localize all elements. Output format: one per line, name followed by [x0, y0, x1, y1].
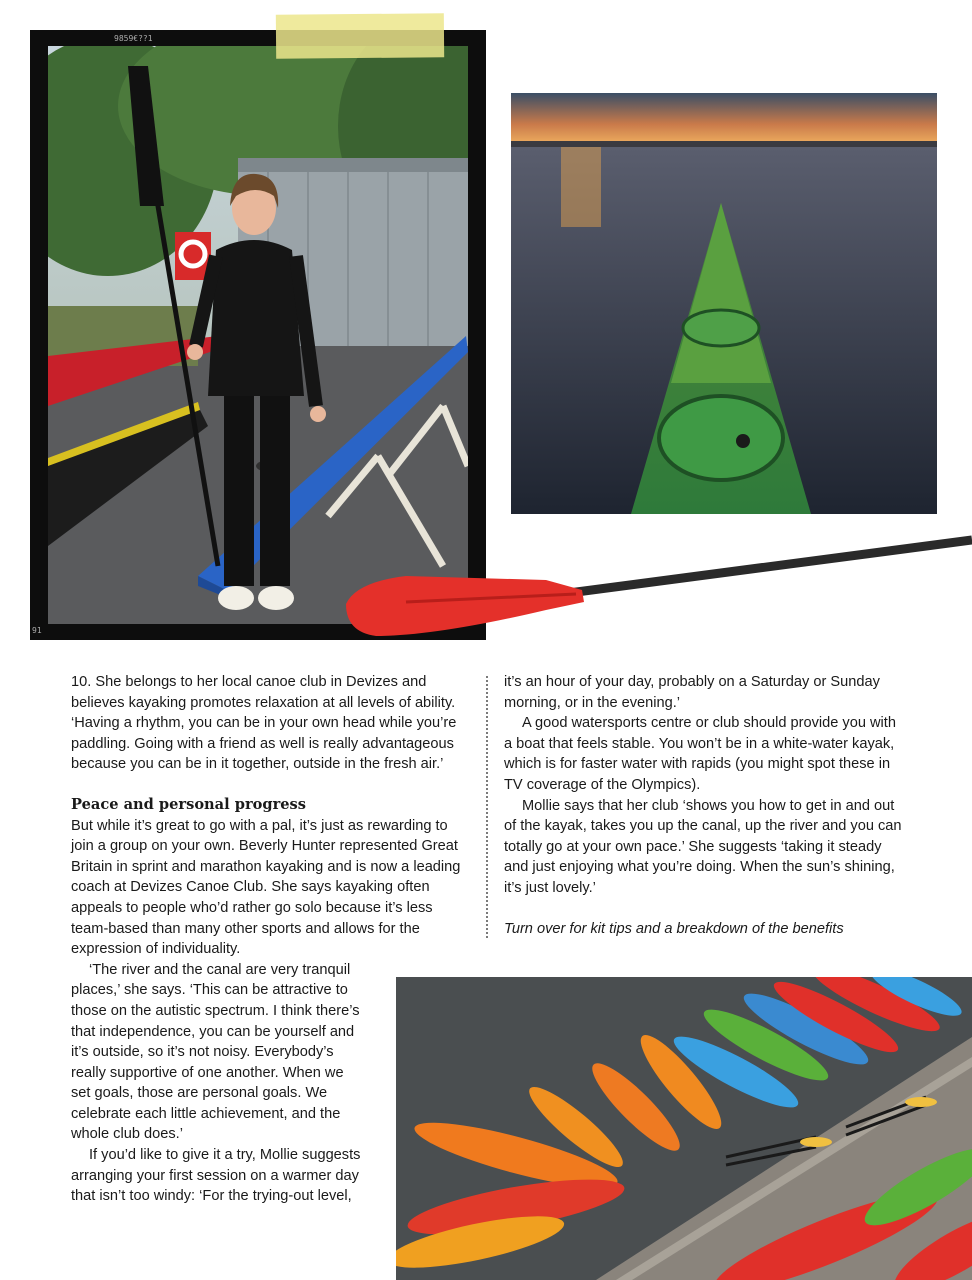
section-heading: Peace and personal progress	[71, 795, 306, 813]
paragraph: ‘The river and the canal are very tranquil places,’ she says. ‘This can be attractive to those on the autistic spectrum. I think there’s that independence, you can be yourself and it’s outside, so it’s not noisy. Everybody’s really supportive of one another. When we set goals, those are personal goals. We celebrate each little achievement, and the whole club does.’	[71, 961, 360, 1143]
red-paddle-graphic	[346, 532, 972, 644]
film-edge-text: 9859€??1	[114, 34, 153, 43]
paragraph: A good watersports centre or club should provide you with a boat that feels stable. You won’t be in a white-water kayak, which is for faster water with rapids (you might spot these in TV coverage of the Olympics).	[504, 715, 896, 793]
footer-note: Turn over for kit tips and a breakdown of the benefits	[504, 921, 844, 938]
paragraph: But while it’s great to go with a pal, it’s just as rewarding to join a group on your own. Beverly Hunter represented Great Britain in sprint and marathon kayaking and is now a leading coach at Devizes Canoe Club. She says kayaking often appeals to people who’d rather go solo because it’s less team-based than many other sports and allows for the expression of individuality.	[71, 817, 461, 958]
tape-strip	[276, 13, 444, 58]
paragraph: Mollie says that her club ‘shows you how to get in and out of the kayak, takes you up the canal, up the river and you can totally go at your own pace.’ She suggests ‘taking it steady and just enjoying what you’re doing. When the sun’s shining, it’s just lovely.’	[504, 797, 902, 896]
sunset-kayak-illustration	[511, 93, 937, 514]
column-divider	[486, 676, 488, 938]
paragraph: it’s an hour of your day, probably on a Saturday or Sunday morning, or in the evening.’	[504, 674, 880, 711]
photo-kayaks-on-dock	[396, 977, 972, 1280]
film-edge-number: 91	[32, 626, 42, 635]
paragraph: 10. She belongs to her local canoe club in Devizes and believes kayaking promotes relaxation at all levels of ability. ‘Having a rhythm, you can be in your own head while you’re paddling. Going with a friend as well is really advantageous because you can be in it together, outside in the fresh air.’	[71, 674, 457, 773]
photo-kayak-sunset	[511, 93, 937, 514]
kayaks-dock-illustration	[396, 977, 972, 1280]
article-right-column	[504, 672, 902, 940]
paragraph: If you’d like to give it a try, Mollie suggests arranging your first session on a warmer day that isn’t too windy: ‘For the trying-out level,	[71, 1147, 361, 1205]
